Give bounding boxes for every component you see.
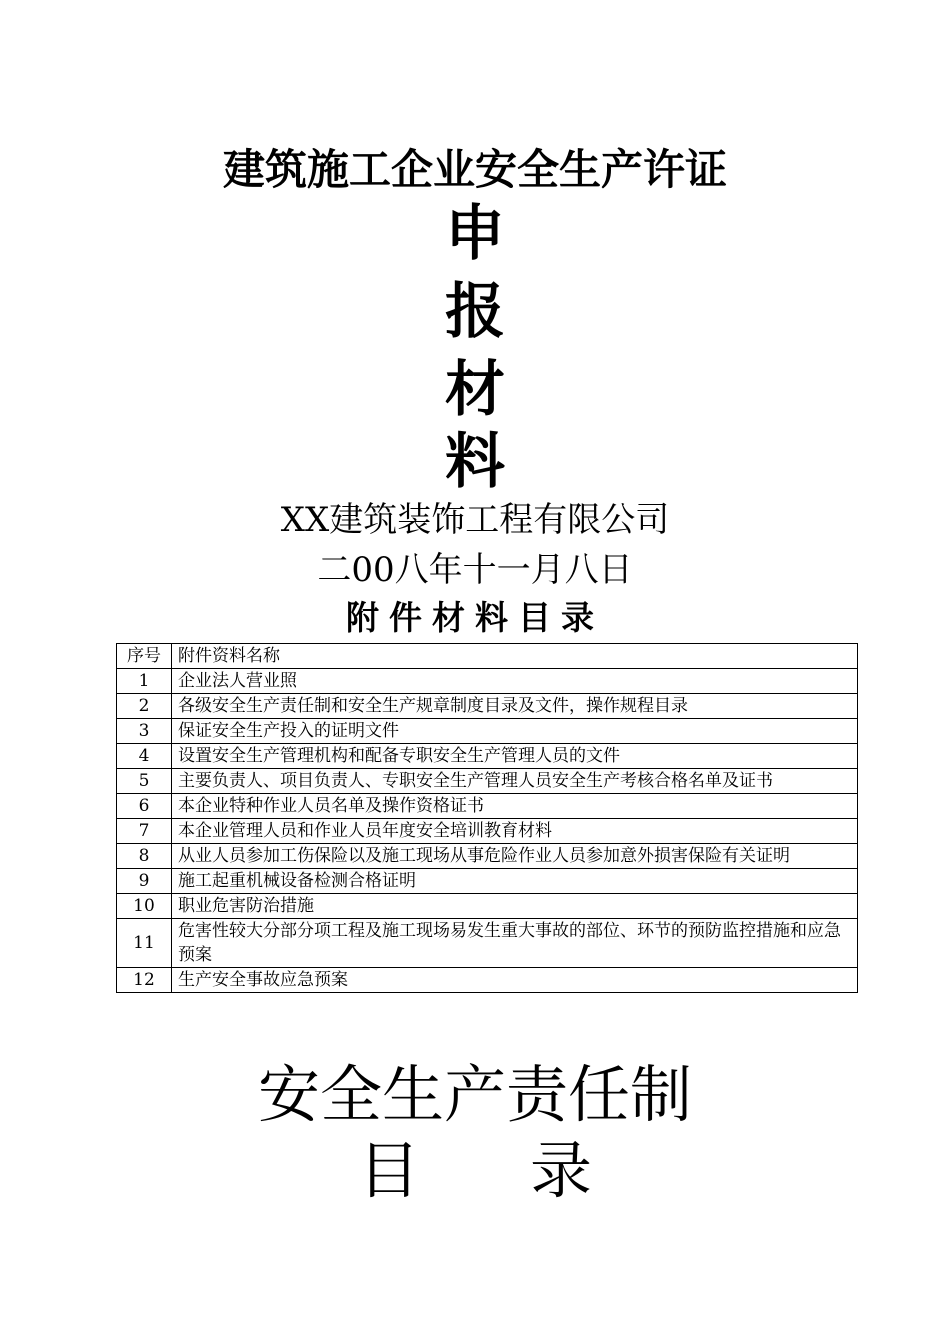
row-name: 生产安全事故应急预案	[172, 968, 858, 993]
table-row	[117, 894, 858, 919]
section-title: 安全生产责任制	[257, 1058, 692, 1131]
toc-table	[116, 643, 858, 993]
table-row	[117, 744, 858, 769]
table-row	[117, 769, 858, 794]
row-num: 12	[117, 968, 172, 993]
row-name: 施工起重机械设备检测合格证明	[172, 869, 858, 894]
cover-char-1: 申	[445, 199, 505, 269]
row-num: 4	[117, 744, 172, 769]
row-num: 1	[117, 669, 172, 694]
table-row	[117, 669, 858, 694]
table-header-row	[117, 644, 858, 669]
document-date: 二00八年十一月八日	[317, 550, 633, 590]
row-name: 危害性较大分部分项工程及施工现场易发生重大事故的部位、环节的预防监控措施和应急预案	[172, 919, 858, 968]
table-row	[117, 869, 858, 894]
table-row	[117, 694, 858, 719]
row-num: 6	[117, 794, 172, 819]
row-num: 7	[117, 819, 172, 844]
subtitle-right: 录	[530, 1134, 593, 1207]
row-num: 11	[117, 919, 172, 968]
table-row	[117, 719, 858, 744]
company-name: XX建筑装饰工程有限公司	[280, 500, 670, 540]
row-num: 5	[117, 769, 172, 794]
row-num: 2	[117, 694, 172, 719]
row-name: 本企业管理人员和作业人员年度安全培训教育材料	[172, 819, 858, 844]
table-row	[117, 819, 858, 844]
row-name: 主要负责人、项目负责人、专职安全生产管理人员安全生产考核合格名单及证书	[172, 769, 858, 794]
row-num: 3	[117, 719, 172, 744]
row-name: 企业法人营业照	[172, 669, 858, 694]
document-title: 建筑施工企业安全生产许证	[222, 145, 727, 194]
toc-title: 附件材料目录	[346, 598, 604, 637]
cover-char-3: 材	[445, 355, 505, 425]
subtitle-left: 目	[357, 1134, 420, 1207]
table-row	[117, 844, 858, 869]
row-name: 职业危害防治措施	[172, 894, 858, 919]
table-row	[117, 968, 858, 993]
table-row	[117, 919, 858, 968]
row-num: 10	[117, 894, 172, 919]
row-num: 9	[117, 869, 172, 894]
row-name: 本企业特种作业人员名单及操作资格证书	[172, 794, 858, 819]
header-num: 序号	[117, 644, 172, 669]
row-name: 各级安全生产责任制和安全生产规章制度目录及文件，操作规程目录	[172, 694, 858, 719]
cover-char-2: 报	[445, 277, 505, 347]
section-subtitle	[0, 1133, 950, 1209]
header-name: 附件资料名称	[172, 644, 858, 669]
row-name: 设置安全生产管理机构和配备专职安全生产管理人员的文件	[172, 744, 858, 769]
cover-char-4: 料	[445, 427, 505, 497]
table-row	[117, 794, 858, 819]
row-name: 从业人员参加工伤保险以及施工现场从事危险作业人员参加意外损害保险有关证明	[172, 844, 858, 869]
row-num: 8	[117, 844, 172, 869]
row-name: 保证安全生产投入的证明文件	[172, 719, 858, 744]
